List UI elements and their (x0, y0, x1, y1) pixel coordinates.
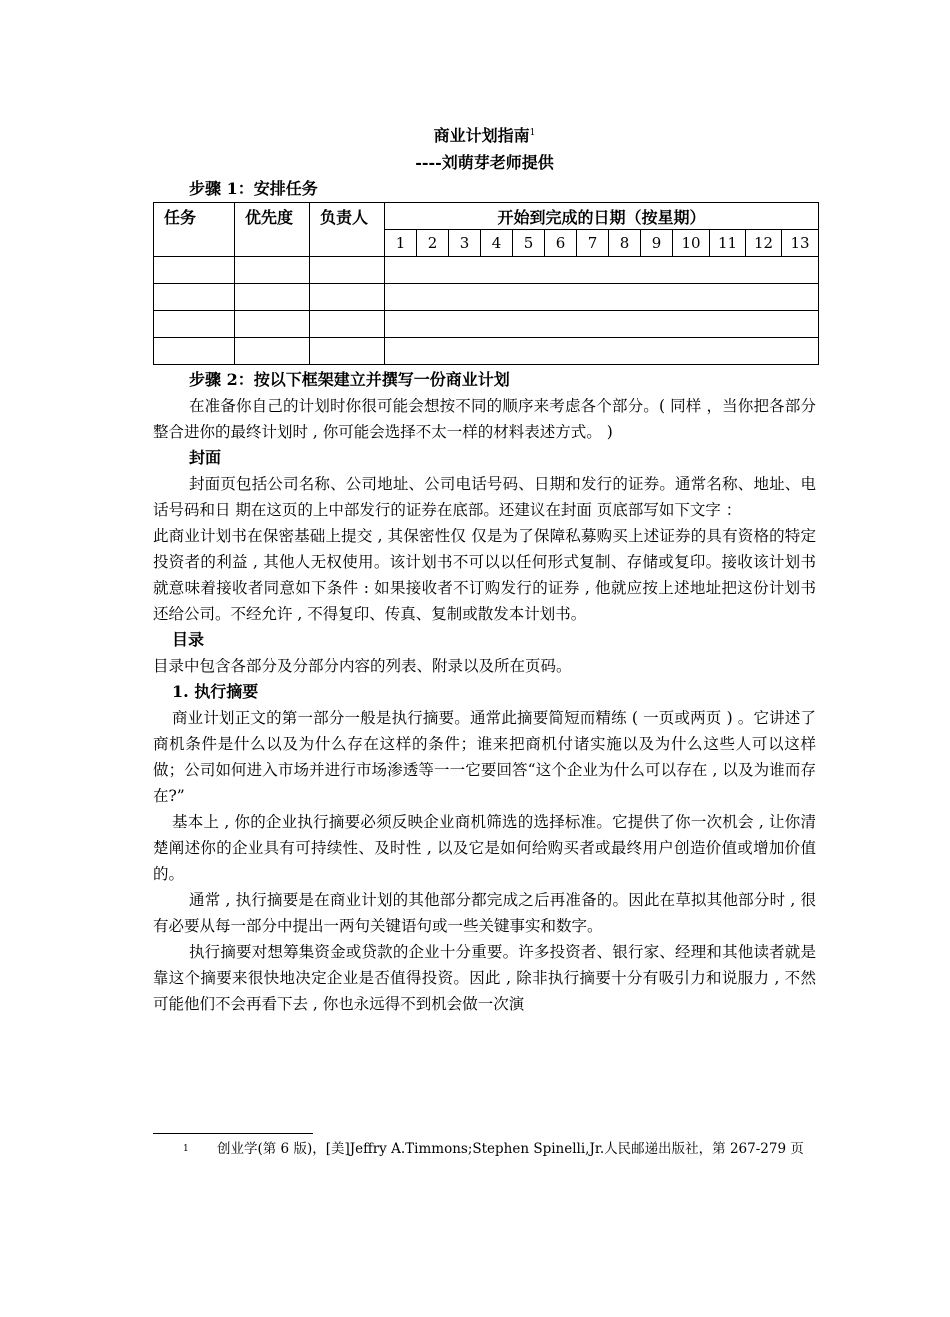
week-13: 13 (782, 230, 819, 257)
table-row (154, 257, 819, 284)
week-10: 10 (673, 230, 710, 257)
intro-paragraph: 在准备你自己的计划时你很可能会想按不同的顺序来考虑各个部分。( 同样 ，当你把各部分整合进你的最终计划时 , 你可能会选择不太一样的材料表述方式。 ) (153, 397, 816, 441)
header-priority: 优先度 (235, 203, 310, 257)
header-dates: 开始到完成的日期（按星期） (385, 203, 819, 230)
table-row (154, 338, 819, 365)
cover-paragraph: 封面页包括公司名称、公司地址、公司电话号码、日期和发行的证券。通常名称、地址、电话号码和日 期在这页的上中部发行的证券在底部。还建议在封面 页底部写如下文字 ： (153, 475, 816, 519)
header-task: 任务 (154, 203, 235, 257)
toc-heading: 目录 (172, 630, 205, 649)
doc-title: 商业计划指南$^1$ (433, 126, 536, 145)
cover-heading: 封面 (189, 448, 222, 467)
exec-paragraph-3: 通常 , 执行摘要是在商业计划的其他部分都完成之后再准备的。因此在草拟其他部分时 , 很有必要从每一部分中提出一两句关键语句或一些关键事实和数字。 (153, 891, 816, 935)
exec-paragraph-1: 商业计划正文的第一部分一般是执行摘要。通常此摘要简短而精练 ( 一页或两页 ) 。它讲述了商机条件是什么以及为什么存在这样的条件；谁来把商机付诸实施以及为什么这些人可以这样做；公司如何进入市场并进行市场渗透等一一它要回答“这个企业为什么可以存在 , 以及为谁而存在?” (153, 709, 816, 805)
footnote-ref: 1 (529, 128, 536, 138)
table-row (154, 284, 819, 311)
exec-paragraph-4: 执行摘要对想筹集资金或贷款的企业十分重要。许多投资者、银行家、经理和其他读者就是靠这个摘要来很快地决定企业是否值得投资。因此 , 除非执行摘要十分有吸引力和说服力 , 不然可能他们不会再看下去 , 你也永远得不到机会做一次演 (153, 943, 816, 1013)
header-owner: 负责人 (310, 203, 385, 257)
week-3: 3 (449, 230, 481, 257)
step1-heading: 步骤 1：安排任务 (189, 179, 318, 198)
doc-subtitle: ----刘萌芽老师提供 (415, 153, 554, 172)
task-schedule-table (153, 202, 819, 365)
footnote-number: 1 (183, 1144, 189, 1154)
footnote-divider (153, 1133, 313, 1134)
document-page (153, 122, 816, 1017)
exec-paragraph-2: 基本上 , 你的企业执行摘要必须反映企业商机筛选的选择标准。它提供了你一次机会 , 让你清楚阐述你的企业具有可持续性、及时性 , 以及它是如何给购买者或最终用户创造价值或增加价值的。 (153, 813, 816, 883)
week-11: 11 (710, 230, 746, 257)
week-5: 5 (513, 230, 545, 257)
week-12: 12 (746, 230, 782, 257)
week-4: 4 (481, 230, 513, 257)
confidential-notice-paragraph: 此商业计划书在保密基础上提交 , 其保密性仅 仅是为了保障私募购买上述证券的具有资格的特定 投资者的利益 , 其他人无权使用。该计划书不可以以任何形式复制、存储或复印。接收该计划书就意味着接收者同意如下条件 : 如果接收者不订购发行的证券 , 他就应按上述地址把这份计划书还给公司。不经允许 , 不得复印、传真、复制或散发本计划书。 (153, 527, 816, 623)
week-9: 9 (641, 230, 673, 257)
week-1: 1 (385, 230, 417, 257)
week-8: 8 (609, 230, 641, 257)
table-row (154, 311, 819, 338)
footnote (153, 1139, 816, 1159)
exec-summary-heading: 1. 执行摘要 (172, 682, 259, 701)
step2-heading: 步骤 2：按以下框架建立并撰写一份商业计划 (189, 370, 510, 389)
toc-paragraph: 目录中包含各部分及分部分内容的列表、附录以及所在页码。 (153, 657, 572, 675)
week-6: 6 (545, 230, 577, 257)
week-7: 7 (577, 230, 609, 257)
footnote-text: 创业学(第 6 版)，[美]Jeffry A.Timmons;Stephen Spinelli,Jr.人民邮递出版社，第 267-279 页 (217, 1141, 804, 1157)
week-2: 2 (417, 230, 449, 257)
